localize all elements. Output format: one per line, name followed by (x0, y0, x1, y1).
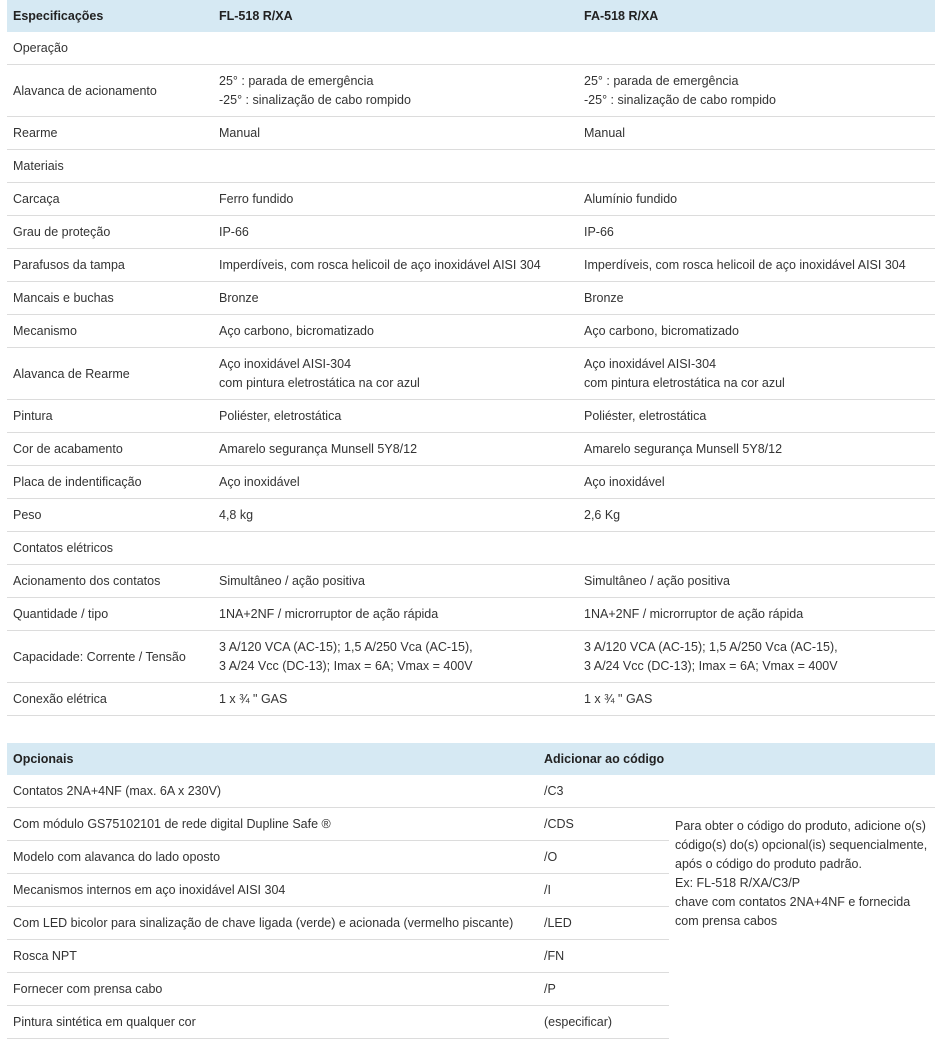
section-row (7, 532, 935, 565)
specifications-header: Especificações (13, 9, 104, 23)
section-row (7, 32, 935, 65)
value-line: Amarelo segurança Munsell 5Y8/12 (219, 441, 418, 456)
option-code: /I (538, 874, 669, 907)
value-line: IP-66 (219, 224, 249, 239)
value-line: Aço carbono, bicromatizado (219, 323, 374, 338)
spec-row (7, 598, 935, 631)
value-line: -25° : sinalização de cabo rompido (219, 92, 411, 107)
spec-label: Acionamento dos contatos (7, 565, 213, 598)
fl518-value (213, 348, 578, 400)
fl518-value (213, 466, 578, 499)
value-line: 2,6 Kg (584, 507, 621, 522)
spec-row (7, 216, 935, 249)
option-label: Modelo com alavanca do lado oposto (7, 841, 538, 874)
value-line: 1 x ¾ " GAS (219, 691, 288, 706)
value-line: 25° : parada de emergência (584, 73, 739, 88)
fl518-value (213, 598, 578, 631)
fl518-value (213, 400, 578, 433)
fl518-value (213, 683, 578, 716)
spec-row (7, 117, 935, 150)
option-code: (especificar) (538, 1006, 669, 1039)
options-table (7, 743, 935, 1039)
spec-label: Rearme (7, 117, 213, 150)
spec-row (7, 631, 935, 683)
note-line: código(s) do(s) opcional(is) sequencialmente, (675, 838, 928, 852)
option-code: /CDS (538, 808, 669, 841)
fa518-value (578, 65, 935, 117)
option-code: /O (538, 841, 669, 874)
value-line: Poliéster, eletrostática (219, 408, 342, 423)
value-line: Manual (584, 125, 625, 140)
options-header-row (7, 743, 935, 775)
spec-row (7, 348, 935, 400)
fl518-value (213, 565, 578, 598)
value-line: 3 A/120 VCA (AC-15); 1,5 A/250 Vca (AC-15), (219, 639, 473, 654)
fa518-value (578, 598, 935, 631)
section-title: Contatos elétricos (7, 532, 935, 565)
model-fl518-header: FL-518 R/XA (219, 9, 293, 23)
spec-label: Cor de acabamento (7, 433, 213, 466)
fl518-value (213, 183, 578, 216)
spec-label: Capacidade: Corrente / Tensão (7, 631, 213, 683)
fl518-value (213, 117, 578, 150)
fa518-value (578, 499, 935, 532)
fa518-value (578, 183, 935, 216)
spec-label: Alavanca de Rearme (7, 348, 213, 400)
value-line: Alumínio fundido (584, 191, 678, 206)
value-line: Simultâneo / ação positiva (219, 573, 365, 588)
add-to-code-header: Adicionar ao código (544, 752, 665, 766)
value-line: 3 A/24 Vcc (DC-13); Imax = 6A; Vmax = 400V (584, 658, 838, 673)
fa518-value (578, 683, 935, 716)
fa518-value (578, 117, 935, 150)
note-line: com prensa cabos (675, 914, 778, 928)
empty-cell (669, 775, 935, 808)
value-line: com pintura eletrostática na cor azul (584, 375, 785, 390)
value-line: Aço inoxidável AISI-304 (219, 356, 352, 371)
spec-label: Mancais e buchas (7, 282, 213, 315)
option-row (7, 775, 935, 808)
specifications-table (7, 0, 935, 716)
spec-row (7, 683, 935, 716)
spec-label: Mecanismo (7, 315, 213, 348)
option-label: Com módulo GS75102101 de rede digital Dupline Safe ® (7, 808, 538, 841)
option-label: Fornecer com prensa cabo (7, 973, 538, 1006)
option-code: /C3 (538, 775, 669, 808)
value-line: Imperdíveis, com rosca helicoil de aço inoxidável AISI 304 (584, 257, 906, 272)
fa518-value (578, 631, 935, 683)
spec-label: Alavanca de acionamento (7, 65, 213, 117)
spec-row (7, 499, 935, 532)
fl518-value (213, 65, 578, 117)
note-line: Ex: FL-518 R/XA/C3/P (675, 876, 801, 890)
note-line: após o código do produto padrão. (675, 857, 862, 871)
spec-row (7, 183, 935, 216)
option-code: /P (538, 973, 669, 1006)
model-fa518-header: FA-518 R/XA (584, 9, 659, 23)
spec-row (7, 400, 935, 433)
section-row (7, 150, 935, 183)
value-line: Simultâneo / ação positiva (584, 573, 730, 588)
fl518-value (213, 282, 578, 315)
spec-label: Carcaça (7, 183, 213, 216)
spec-row (7, 466, 935, 499)
fa518-value (578, 216, 935, 249)
fa518-value (578, 249, 935, 282)
option-label: Contatos 2NA+4NF (max. 6A x 230V) (7, 775, 538, 808)
spec-row (7, 565, 935, 598)
fa518-value (578, 400, 935, 433)
value-line: Manual (219, 125, 260, 140)
options-header: Opcionais (13, 752, 74, 766)
spec-row (7, 249, 935, 282)
spec-label: Quantidade / tipo (7, 598, 213, 631)
value-line: 3 A/120 VCA (AC-15); 1,5 A/250 Vca (AC-15), (584, 639, 838, 654)
spec-label: Conexão elétrica (7, 683, 213, 716)
ordering-note (669, 808, 935, 1039)
spec-row (7, 433, 935, 466)
value-line: 25° : parada de emergência (219, 73, 374, 88)
value-line: Bronze (584, 290, 624, 305)
fl518-value (213, 249, 578, 282)
fl518-value (213, 499, 578, 532)
value-line: Ferro fundido (219, 191, 294, 206)
value-line: Amarelo segurança Munsell 5Y8/12 (584, 441, 783, 456)
value-line: Aço inoxidável (219, 474, 300, 489)
fl518-value (213, 315, 578, 348)
value-line: com pintura eletrostática na cor azul (219, 375, 420, 390)
option-code: /LED (538, 907, 669, 940)
spec-row (7, 65, 935, 117)
note-line: chave com contatos 2NA+4NF e fornecida (675, 895, 911, 909)
fa518-value (578, 433, 935, 466)
option-label: Mecanismos internos em aço inoxidável AISI 304 (7, 874, 538, 907)
fl518-value (213, 631, 578, 683)
spec-label: Pintura (7, 400, 213, 433)
value-line: -25° : sinalização de cabo rompido (584, 92, 776, 107)
spec-label: Parafusos da tampa (7, 249, 213, 282)
value-line: Aço inoxidável (584, 474, 665, 489)
value-line: 4,8 kg (219, 507, 254, 522)
section-title: Materiais (7, 150, 935, 183)
spec-row (7, 315, 935, 348)
value-line: Bronze (219, 290, 259, 305)
option-row (7, 808, 935, 841)
spec-label: Grau de proteção (7, 216, 213, 249)
fa518-value (578, 565, 935, 598)
option-label: Rosca NPT (7, 940, 538, 973)
value-line: 3 A/24 Vcc (DC-13); Imax = 6A; Vmax = 400V (219, 658, 473, 673)
specifications-header-row (7, 0, 935, 32)
spec-label: Peso (7, 499, 213, 532)
section-title: Operação (7, 32, 935, 65)
fl518-value (213, 216, 578, 249)
fa518-value (578, 348, 935, 400)
fl518-value (213, 433, 578, 466)
value-line: 1 x ¾ " GAS (584, 691, 653, 706)
spec-label: Placa de indentificação (7, 466, 213, 499)
value-line: Aço carbono, bicromatizado (584, 323, 739, 338)
value-line: Poliéster, eletrostática (584, 408, 707, 423)
spec-row (7, 282, 935, 315)
value-line: Aço inoxidável AISI-304 (584, 356, 717, 371)
fa518-value (578, 315, 935, 348)
value-line: IP-66 (584, 224, 614, 239)
fa518-value (578, 282, 935, 315)
value-line: 1NA+2NF / microrruptor de ação rápida (219, 606, 439, 621)
note-line: Para obter o código do produto, adicione o(s) (675, 819, 926, 833)
value-line: 1NA+2NF / microrruptor de ação rápida (584, 606, 804, 621)
option-code: /FN (538, 940, 669, 973)
option-label: Pintura sintética em qualquer cor (7, 1006, 538, 1039)
fa518-value (578, 466, 935, 499)
value-line: Imperdíveis, com rosca helicoil de aço inoxidável AISI 304 (219, 257, 541, 272)
option-label: Com LED bicolor para sinalização de chave ligada (verde) e acionada (vermelho piscante) (7, 907, 538, 940)
